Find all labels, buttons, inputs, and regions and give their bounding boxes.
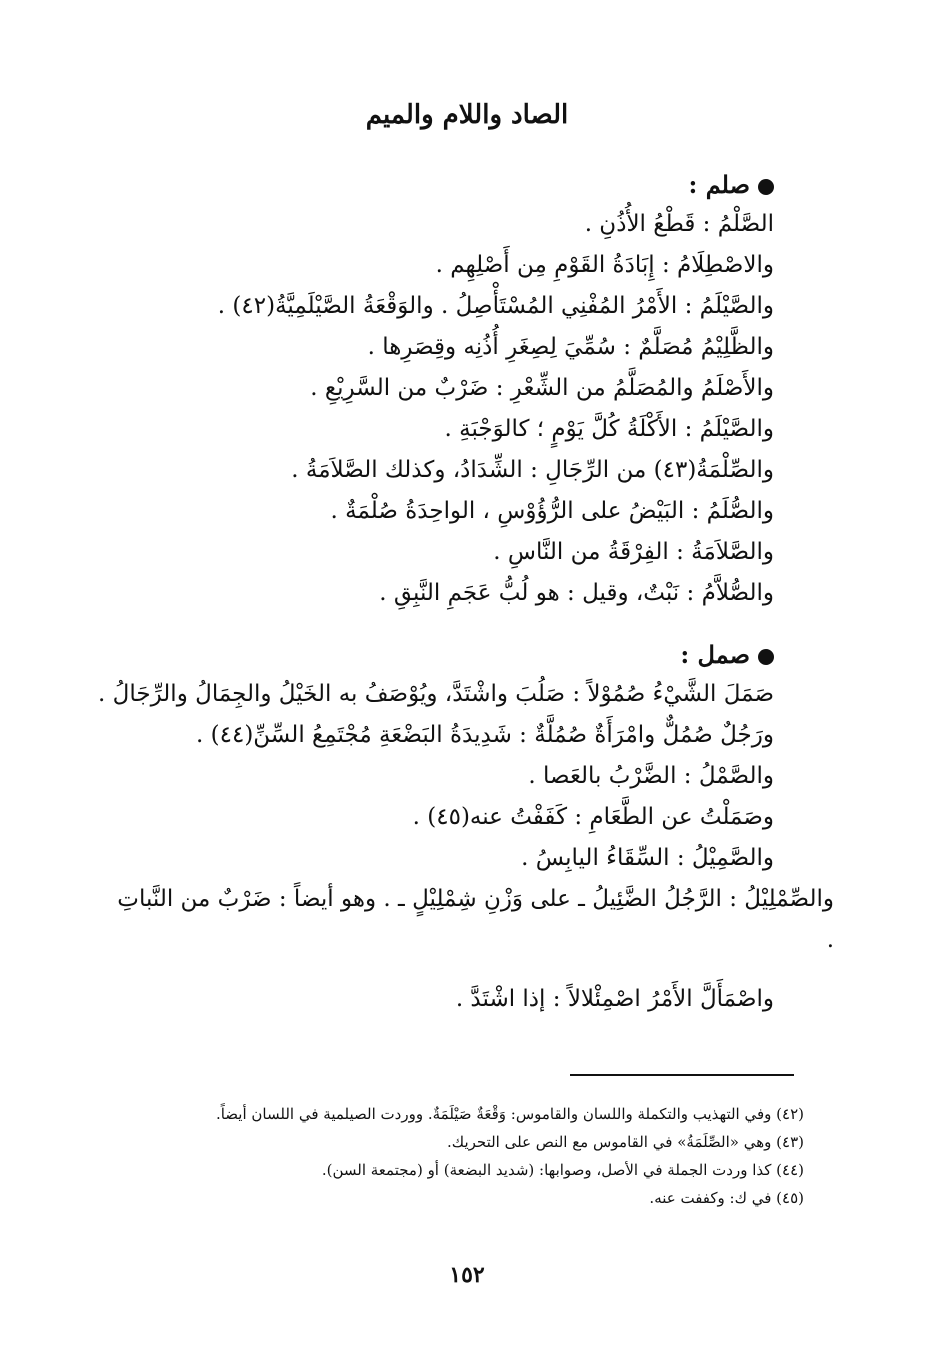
page-number: ١٥٢ (449, 1262, 485, 1288)
bullet-icon (758, 649, 774, 665)
footnote: (٤٤) كذا وردت الجملة في الأصل، وصوابها: (شديد البضعة) أو (مجتمعة السن). (321, 1161, 804, 1179)
entry-samal (94, 636, 834, 1020)
footnote: (٤٥) في ك: وكففت عنه. (649, 1189, 804, 1207)
entry-line: والصَّيْلَمُ : الأَمْرُ المُفْنِي المُسْتَأْصِلُ . والوَقْعَةُ الصَّيْلَمِيَّةُ(٤٢) . (217, 293, 774, 319)
entry-line: صَمَلَ الشَّيْءُ صُمُوْلاً : صَلُبَ واشْتَدَّ، ويُوْصَفُ به الخَيْلُ والجِمَالُ والرِّجَالُ . (98, 681, 774, 707)
footnotes (104, 1100, 804, 1212)
entry-line: الصَّلْمُ : قَطْعُ الأُذُنِ . (584, 211, 774, 237)
entry-line: ورَجُلٌ صُمُلٌّ وامْرَأَةٌ صُمُلَّةٌ : شَدِيدَةُ البَضْعَةِ مُجْتَمِعُ السِّنِّ(٤٤) . (195, 722, 774, 748)
entry-spacer (94, 614, 774, 636)
entry-line: والصِّلْمَةُ(٤٣) من الرِّجَالِ : الشِّدَادُ، وكذلك الصَّلاَمَةُ . (291, 457, 774, 483)
entry-salam (94, 166, 774, 614)
bullet-icon (758, 179, 774, 195)
entry-line: والصَّيْلَمُ : الأَكْلَةُ كُلَّ يَوْمٍ ؛ كالوَجْبَةِ . (444, 416, 774, 442)
dictionary-body (94, 166, 834, 1020)
line-spacer (94, 961, 774, 979)
entry-heading (94, 636, 774, 674)
entry-line: واصْمَأَلَّ الأَمْرُ اصْمِئْلالاً : إذا اشْتَدَّ . (455, 986, 774, 1012)
entry-line: والصِّمْلِيْلُ : الرَّجُلُ الضَّئِيلُ ـ على وَزْنِ شِمْلِيْلٍ ـ . وهو أيضاً : ضَرْبٌ من النَّباتِ . (117, 886, 834, 953)
entry-heading-text: صمل : (680, 640, 750, 669)
entry-line: والصُّلاَّمُ : نَبْتٌ، وقيل : هو لُبُّ عَجَمِ النَّبِقِ . (379, 580, 774, 606)
entry-line: والأَصْلَمُ والمُصَلَّمُ من الشِّعْرِ : ضَرْبٌ من السَّرِيْعِ . (310, 375, 774, 401)
footnote-divider (570, 1074, 794, 1076)
entry-line: والصَّمْلُ : الضَّرْبُ بالعَصا . (528, 763, 774, 789)
entry-line: والظَّلِيْمُ مُصَلَّمٌ : سُمِّيَ لِصِغَرِ أُذُنِه وقِصَرِها . (367, 334, 774, 360)
entry-line: والاصْطِلَامُ : إِبَادَةُ القَوْمِ مِن أَصْلِهِم . (435, 252, 774, 278)
entry-heading-text: صلم : (688, 170, 750, 199)
entry-line: والصَّمِيْلُ : السِّقَاءُ اليابِسُ . (521, 845, 774, 871)
entry-line: والصُّلَمُ : البَيْضُ على الرُّؤُوْسِ ، الواحِدَةُ صُلْمَةٌ . (330, 498, 774, 524)
page-header-title: الصاد واللام والميم (365, 100, 569, 130)
footnote: (٤٣) وهي «الصِّلَمَةُ» في القاموس مع النص على التحريك. (447, 1133, 804, 1151)
entry-heading (94, 166, 774, 204)
entry-line: والصَّلاَمَةُ : الفِرْقَةُ من النَّاسِ . (493, 539, 774, 565)
entry-line: وصَمَلْتُ عن الطَّعَامِ : كَفَفْتُ عنه(٤٥) . (412, 804, 774, 830)
footnote: (٤٢) وفي التهذيب والتكملة واللسان والقاموس: وَقْعَةٌ صَيْلَمَةٌ. ووردت الصيلمية في اللسان أيضاً. (215, 1105, 804, 1123)
